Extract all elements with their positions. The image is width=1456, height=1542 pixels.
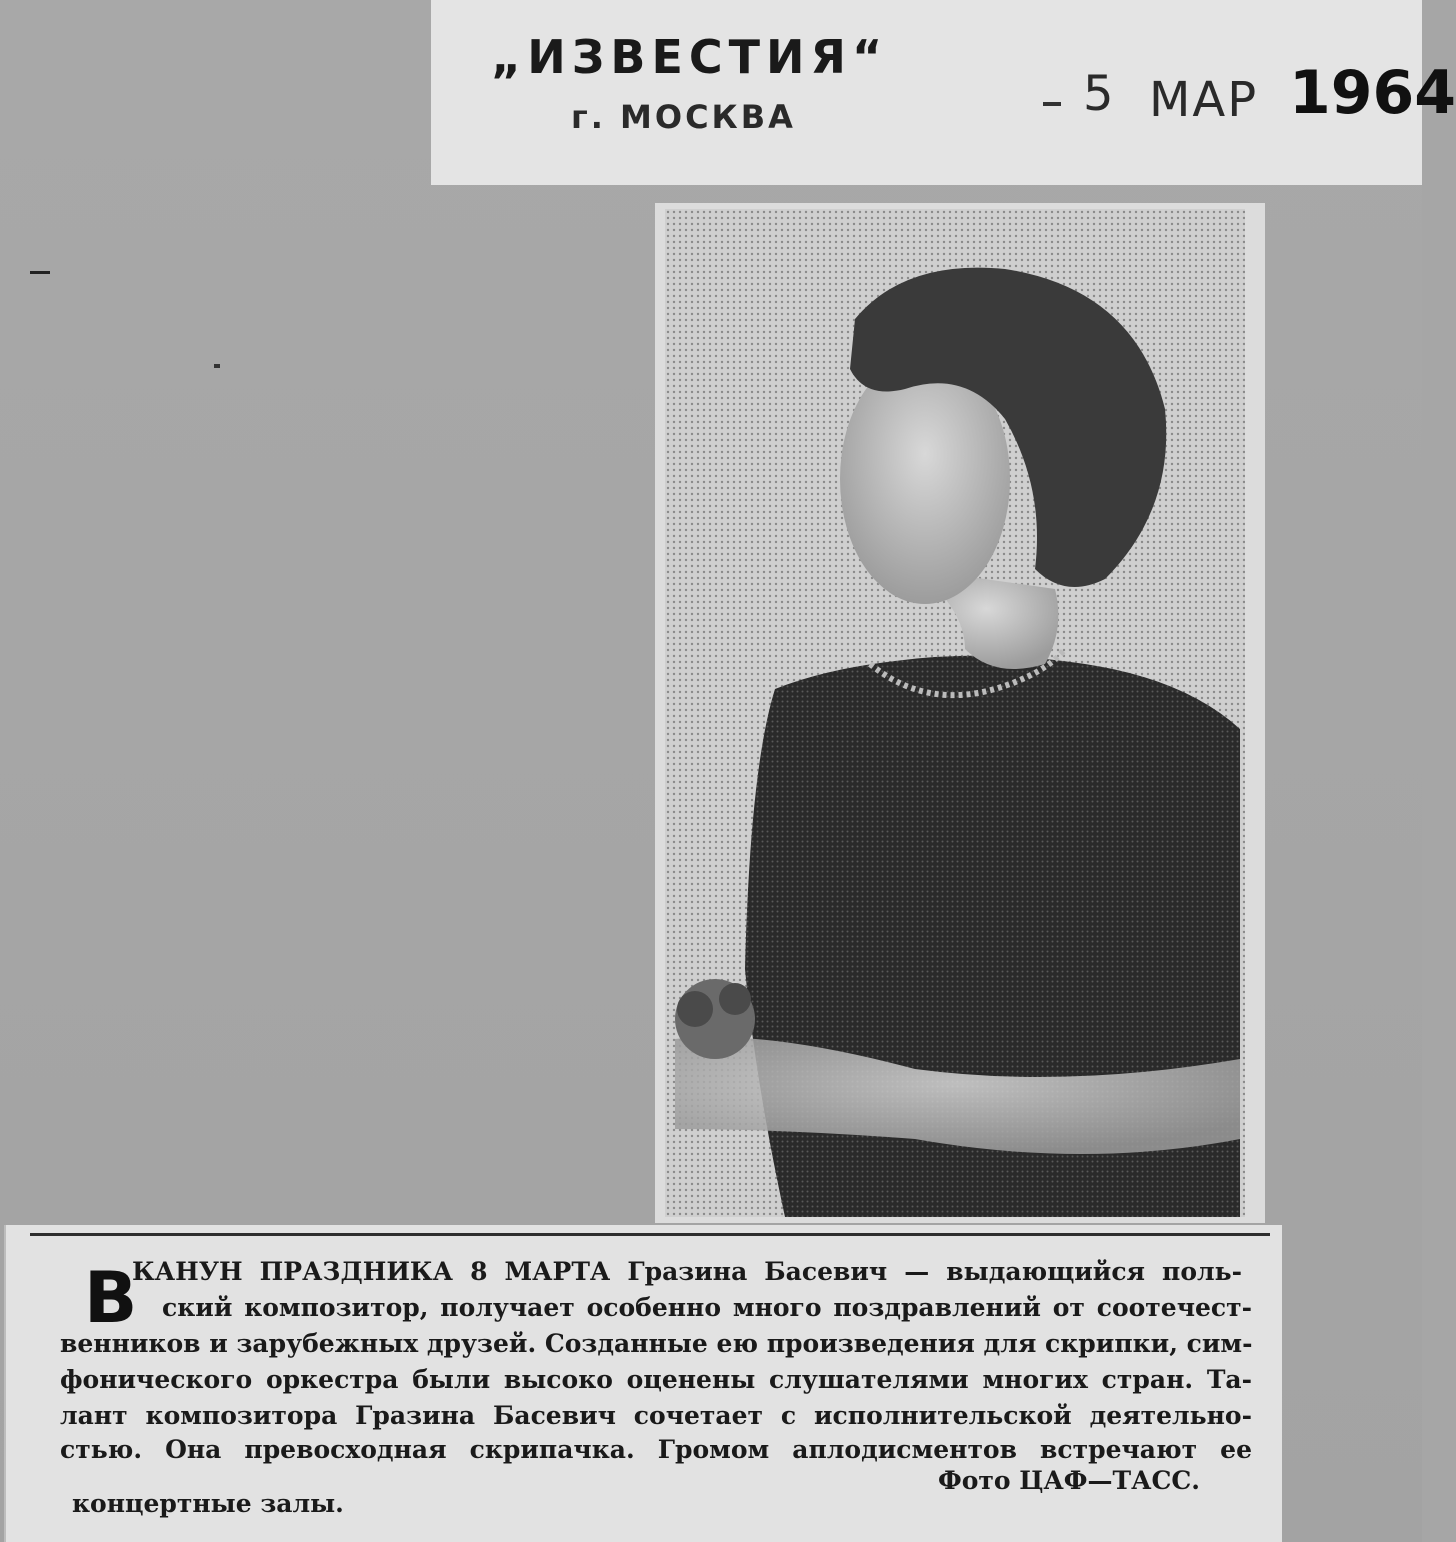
date-year: 1964 xyxy=(1289,58,1456,128)
pencil-mark xyxy=(30,271,50,274)
photo-credit: Фото ЦАФ—ТАСС. xyxy=(938,1466,1200,1495)
city-label: г. МОСКВА xyxy=(571,98,796,136)
caption-line: венников и зарубежных друзей. Созданные ею произведения для скрипки, сим- xyxy=(60,1329,1253,1358)
date-month: МАР xyxy=(1149,72,1259,128)
portrait-photo xyxy=(665,209,1245,1217)
photo-clipping xyxy=(655,203,1265,1223)
caption-line: концертные залы. xyxy=(72,1489,344,1518)
date-dash xyxy=(1043,102,1061,106)
caption-rule xyxy=(30,1233,1270,1236)
header-stamp xyxy=(431,0,1456,185)
caption-line: КАНУН ПРАЗДНИКА 8 МАРТА Гразина Басевич — выдающийся поль- xyxy=(132,1257,1242,1286)
drop-cap: В xyxy=(84,1257,138,1339)
date-day: 5 xyxy=(1083,66,1114,122)
caption-line: фонического оркестра были высоко оценены слушателями многих стран. Та- xyxy=(60,1365,1252,1394)
caption-line: лант композитора Гразина Басевич сочетает с исполнительской деятельно- xyxy=(60,1401,1252,1430)
pencil-mark xyxy=(214,364,220,368)
caption-line: ский композитор, получает особенно много поздравлений от соотечест- xyxy=(162,1293,1252,1322)
caption-line: стью. Она превосходная скрипачка. Громом аплодисментов встречают ее xyxy=(60,1435,1252,1464)
newspaper-name: „ИЗВЕСТИЯ“ xyxy=(491,30,889,84)
caption-block xyxy=(4,1225,1282,1542)
